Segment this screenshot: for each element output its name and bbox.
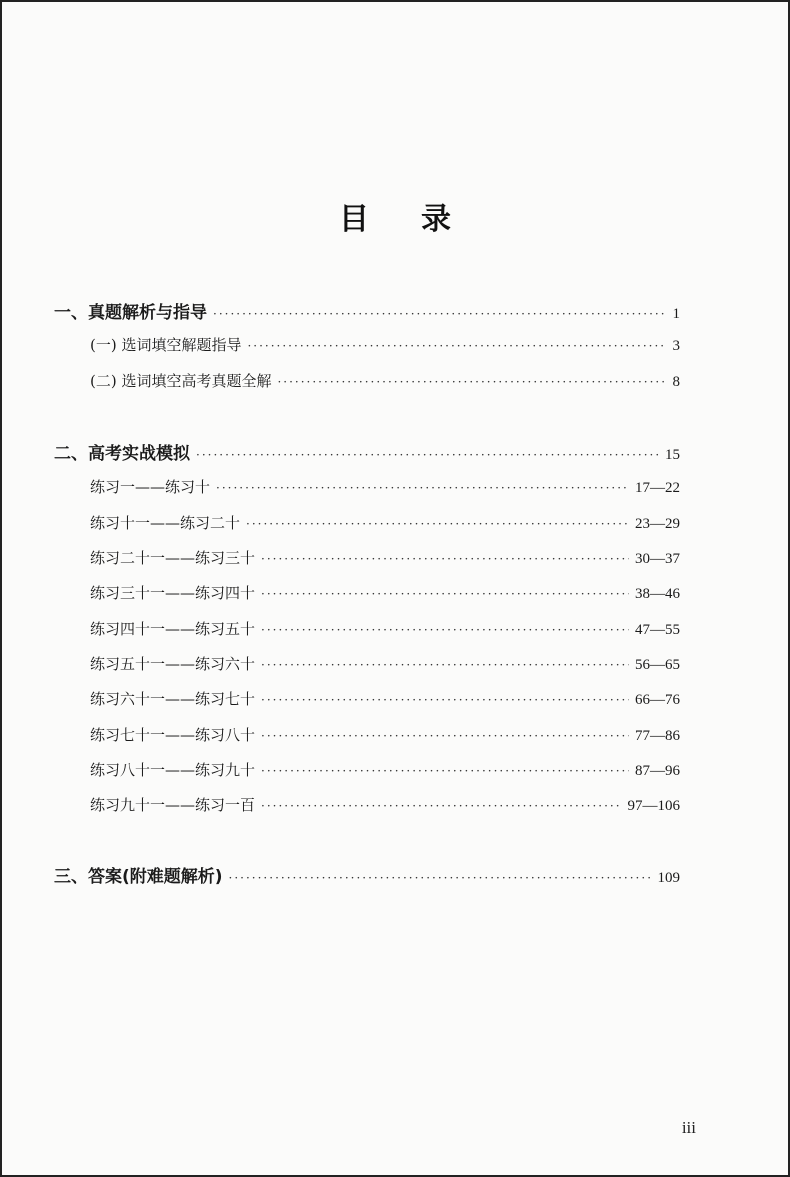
toc-section-2[interactable] — [54, 439, 680, 464]
toc-dot-leader — [261, 658, 629, 672]
toc-item[interactable] — [90, 334, 680, 355]
toc-dot-leader — [261, 764, 629, 778]
toc-dot-leader — [246, 517, 629, 531]
toc-item-label: 练习五十一——练习六十 — [90, 655, 256, 673]
toc-page-number: 109 — [657, 870, 680, 886]
toc-page-number: 56—65 — [635, 657, 680, 673]
toc-item[interactable] — [90, 759, 680, 780]
toc-page-number: 8 — [672, 374, 680, 390]
toc-item-label: 练习三十一——练习四十 — [90, 584, 256, 602]
toc-page-number: 66—76 — [635, 692, 680, 708]
toc-dot-leader — [261, 587, 629, 601]
toc-page-number: 87—96 — [635, 763, 680, 779]
toc-item[interactable] — [90, 370, 680, 391]
toc-section-label: 一、真题解析与指导 — [54, 303, 207, 323]
toc-item-label: 练习一——练习十 — [90, 478, 211, 496]
toc-item-label: 练习四十一——练习五十 — [90, 620, 256, 638]
toc-section-label: 二、高考实战模拟 — [54, 444, 190, 464]
toc-item[interactable] — [90, 582, 680, 603]
toc-dot-leader — [247, 339, 666, 353]
toc-page-number: 77—86 — [635, 728, 680, 744]
toc-item-label: 练习六十一——练习七十 — [90, 690, 256, 708]
toc-page-number: 3 — [672, 338, 680, 354]
toc-item[interactable] — [90, 618, 680, 639]
toc-page-number: 97—106 — [627, 798, 680, 814]
toc-page-number: 38—46 — [635, 586, 680, 602]
toc-dot-leader — [261, 729, 629, 743]
toc-page-number: 15 — [665, 447, 680, 463]
toc-dot-leader — [216, 481, 629, 495]
toc-item[interactable] — [90, 476, 680, 497]
toc-dot-leader — [229, 871, 652, 885]
toc-item-label: (二) 选词填空高考真题全解 — [90, 372, 272, 390]
toc-section-1[interactable] — [54, 298, 680, 323]
toc-item[interactable] — [90, 547, 680, 568]
toc-page-number: 1 — [672, 306, 680, 322]
toc-item-label: 练习十一——练习二十 — [90, 514, 241, 532]
toc-item[interactable] — [90, 724, 680, 745]
toc-page-number: 23—29 — [635, 516, 680, 532]
page-title: 目录 — [339, 202, 503, 237]
toc-dot-leader — [213, 307, 667, 321]
toc-item-label: (一) 选词填空解题指导 — [90, 336, 242, 354]
toc-item-label: 练习二十一——练习三十 — [90, 549, 256, 567]
toc-dot-leader — [277, 375, 666, 389]
toc-page-number: 30—37 — [635, 551, 680, 567]
toc-item-label: 练习八十一——练习九十 — [90, 761, 256, 779]
toc-item-label: 练习九十一——练习一百 — [90, 796, 256, 814]
toc-item[interactable] — [90, 653, 680, 674]
toc-item[interactable] — [90, 794, 680, 815]
toc-item[interactable] — [90, 688, 680, 709]
toc-section-3[interactable] — [54, 862, 680, 887]
toc-dot-leader — [196, 448, 659, 462]
page-folio: iii — [681, 1118, 696, 1137]
toc-item[interactable] — [90, 512, 680, 533]
toc-dot-leader — [261, 552, 629, 566]
toc-page-number: 47—55 — [635, 622, 680, 638]
toc-item-label: 练习七十一——练习八十 — [90, 726, 256, 744]
toc-section-label: 三、答案(附难题解析) — [54, 867, 223, 887]
toc-page-number: 17—22 — [635, 480, 680, 496]
toc-dot-leader — [261, 623, 629, 637]
toc-dot-leader — [261, 693, 629, 707]
toc-dot-leader — [261, 799, 621, 813]
